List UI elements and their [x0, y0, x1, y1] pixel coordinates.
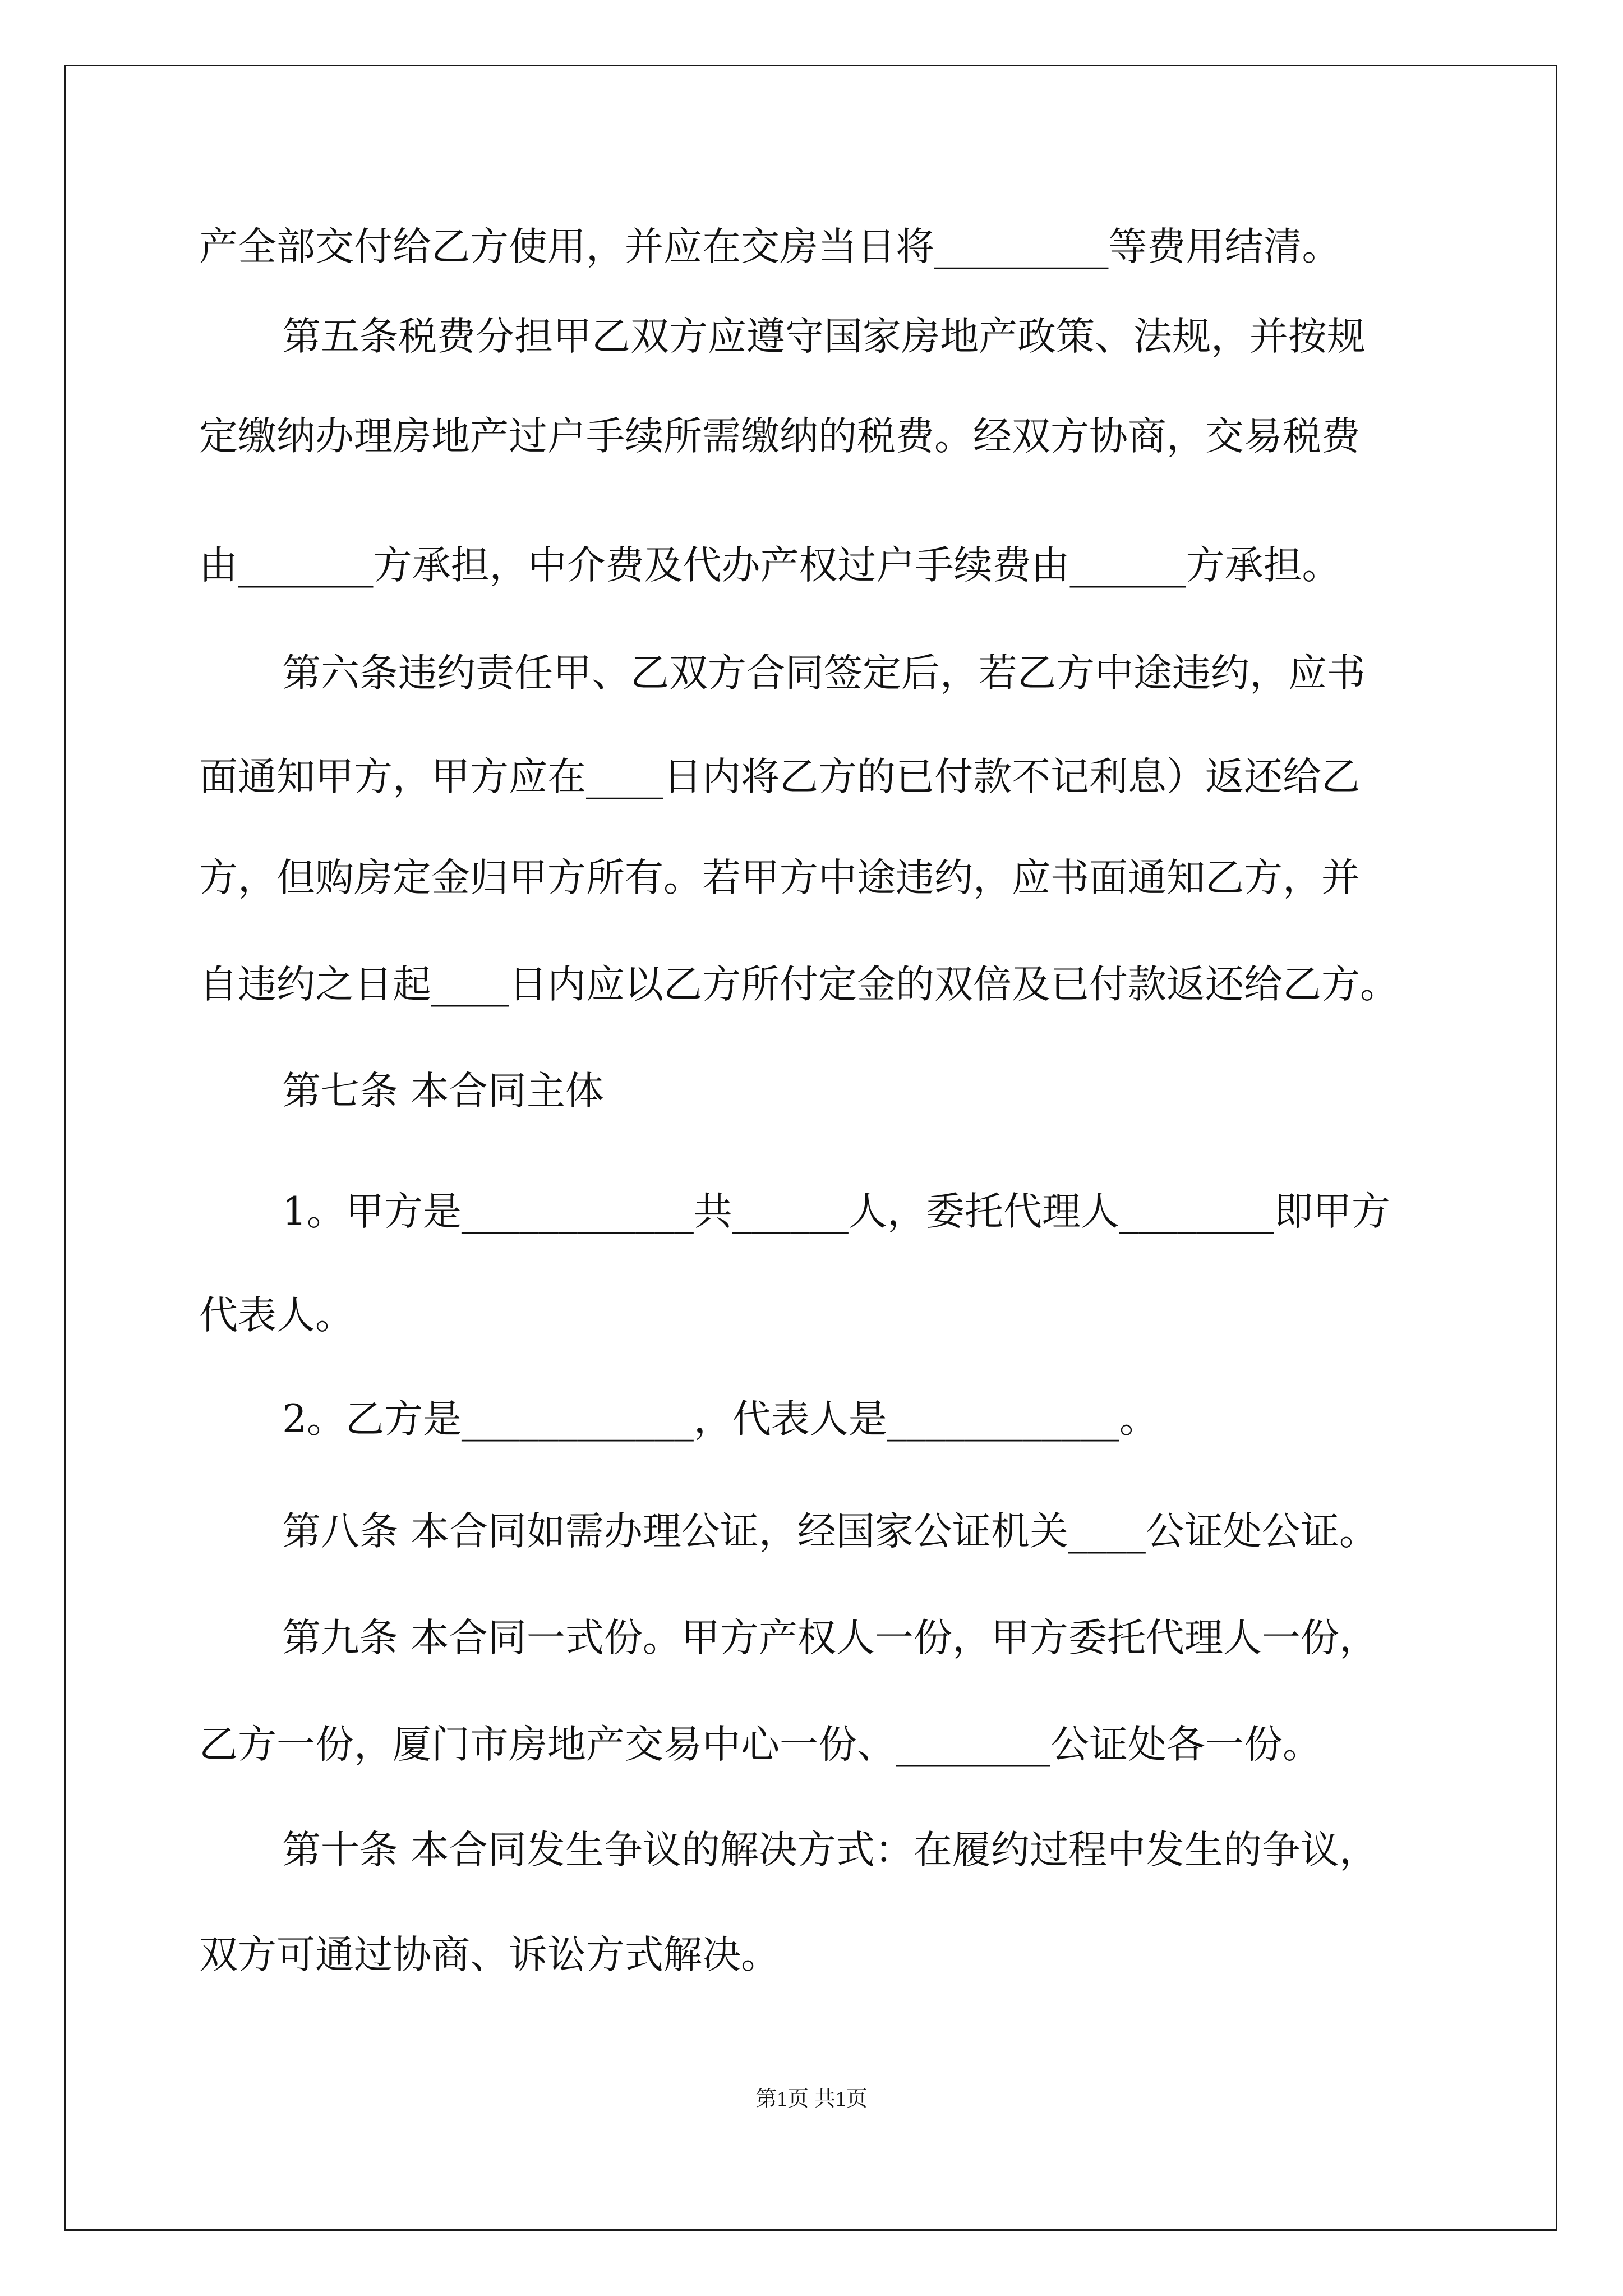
text-line: 面通知甲方，甲方应在____日内将乙方的已付款不记利息）返还给乙 — [199, 754, 1360, 799]
text-line: 第八条 本合同如需办理公证，经国家公证机关____公证处公证。 — [282, 1509, 1378, 1554]
text-line: 第五条税费分担甲乙双方应遵守国家房地产政策、法规，并按规 — [282, 314, 1366, 359]
page-border — [64, 65, 1557, 2231]
text-line: 由_______方承担，中介费及代办产权过户手续费由______方承担。 — [199, 543, 1341, 588]
text-line: 双方可通过协商、诉讼方式解决。 — [199, 1932, 780, 1977]
text-line: 第九条 本合同一式份。甲方产权人一份，甲方委托代理人一份， — [282, 1616, 1378, 1660]
text-line: 方，但购房定金归甲方所有。若甲方中途违约，应书面通知乙方，并 — [199, 855, 1360, 900]
text-line: 自违约之日起____日内应以乙方所付定金的双倍及已付款返还给乙方。 — [199, 962, 1399, 1007]
text-line: 产全部交付给乙方使用，并应在交房当日将_________等费用结清。 — [199, 224, 1341, 269]
text-line: 乙方一份，厦门市房地产交易中心一份、________公证处各一份。 — [199, 1722, 1321, 1767]
text-line: 第七条 本合同主体 — [282, 1069, 604, 1114]
text-line: 第六条违约责任甲、乙双方合同签定后，若乙方中途违约，应书 — [282, 651, 1366, 696]
text-line: 1。甲方是____________共______人，委托代理人________即甲方 — [282, 1189, 1390, 1234]
page-footer: 第1页 共1页 — [755, 2087, 868, 2111]
text-line: 代表人。 — [199, 1293, 354, 1338]
text-line: 2。乙方是____________，代表人是____________。 — [282, 1397, 1158, 1442]
text-line: 定缴纳办理房地产过户手续所需缴纳的税费。经双方协商，交易税费 — [199, 414, 1360, 459]
text-line: 第十条 本合同发生争议的解决方式：在履约过程中发生的争议， — [282, 1828, 1378, 1872]
